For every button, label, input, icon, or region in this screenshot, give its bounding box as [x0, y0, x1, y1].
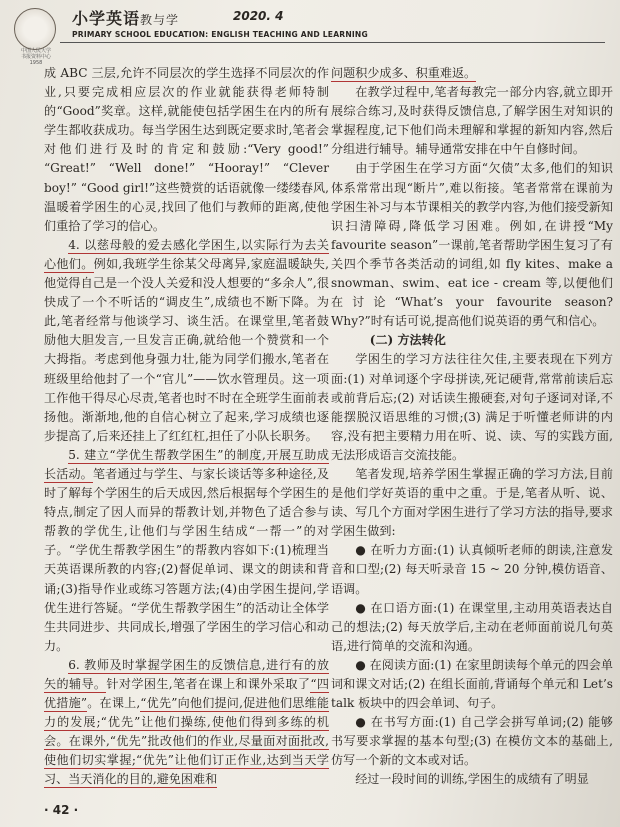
page-header — [0, 0, 620, 64]
underlined-heading: 5. 建立“学优生帮教学困生”的制度,开展互助成长活动。 — [44, 447, 329, 481]
paragraph: 由于学困生在学习方面“欠债”太多,他们的知识体系常常出现“断片”,难以衔接。笔者常常在课前为学困生补习与本节课相关的教学内容,为他们接受新知识扫清障碍,降低学习困难。例如,在讲授“My favourite season”一课前,笔者帮助学困生复习了有关四个季节各类活动的词组,如 fly kites、make a snowman、swim、eat ice - cream 等,以便他们在讨论“What’s your favourite season? Why?”时有话可说,提高他们说英语的勇气和信心。 — [331, 161, 614, 329]
header-rule — [60, 42, 605, 43]
magazine-title-main: 小学英语 — [72, 9, 141, 28]
magazine-title-sub: 教与学 — [140, 13, 180, 27]
paragraph-body: 笔者通过与学生、与家长谈话等多种途径,及时了解每个学困生的后天成因,然后根据每个学困生的特点,制定了因人而异的帮教计划,并物色了适合参与帮教的学优生,让他们与学困生结成“一帮一”的对子。“学优生帮教学困生”的帮教内容如下:(1)梳理当天英语课所教的内容;(2)督促单词、课文的朗读和背诵;(3)指导作业或练习答题方法;(4)由学困生提问,学优生进行答疑。“学优生帮教学困生”的活动让全体学生共同进步、共同成长,增强了学困生的学习信心和动力。 — [44, 466, 329, 653]
underlined-phrase: 问题积少成多、积重难返。 — [331, 66, 477, 80]
paragraph: 成 ABC 三层,允许不同层次的学生选择不同层次的作业,只要完成相应层次的作业就能获得老师特制的“Good”奖章。这样,就能使包括学困生在内的所有学生都收获成功。每当学困生达到既定要求时,笔者会对他们进行及时的肯定和鼓励:“Very good!” “Great!” “Well done!” “Hooray!” “Clever boy!” “Good girl!”这些赞赏的话语就像一缕缕春风,温暖着学困生的心灵,找回了他们与教师的距离,使他们重拾了学习的信心。 — [44, 66, 329, 233]
paragraph — [44, 446, 329, 656]
bullet-item: ● 在阅读方面:(1) 在家里朗读每个单元的四会单词和课文对话;(2) 在组长面前,背诵每个单元和 Let’s talk 板块中的四会单词、句子。 — [331, 657, 613, 711]
issue-number: 2020. 4 — [233, 9, 284, 23]
paragraph: 学困生的学习方法往往欠佳,主要表现在下列方面:(1) 对单词逐个字母拼读,死记硬背,常常前读后忘或前背后忘;(2) 对话读生搬硬套,对句子逐词对译,不能摆脱汉语思维的习惯;(3) 满足于听懂老师讲的内容,没有把主要精力用在听、说、读、写的实践方面,无法形成语言交流技能。 — [331, 352, 613, 462]
paragraph: 在教学过程中,笔者每教完一部分内容,就立即开展综合练习,及时获得反馈信息,了解学困生对知识的掌握程度,记下他们尚未理解和掌握的新知内容,然后分组进行辅导。辅导通常安排在中午自修时间。 — [331, 85, 613, 157]
underlined-heading: 4. 以慈母般的爱去感化学困生,以实际行为去关心他们。 — [44, 237, 329, 271]
paragraph-body: 针对学困生,笔者在课上和课外采取了 — [106, 677, 311, 691]
bullet-item: ● 在书写方面:(1) 自己学会拼写单词;(2) 能够书写要求掌握的基本句型;(3) 在模仿文本的基础上,仿写一个新的文本或对话。 — [331, 715, 613, 768]
magazine-subtitle-en: PRIMARY SCHOOL EDUCATION: ENGLISH TEACHING AND LEARNING — [72, 30, 368, 39]
underlined-phrase: “四优措施” — [44, 677, 329, 711]
paragraph — [331, 64, 613, 83]
logo-caption-line: 1958 — [29, 60, 43, 66]
bullet-item: ● 在口语方面:(1) 在课堂里,主动用英语表达自己的想法;(2) 每天放学后,主动在老师面前说几句英语,进行简单的交流和沟通。 — [331, 600, 613, 653]
paragraph: 笔者发现,培养学困生掌握正确的学习方法,目前是他们学好英语的重中之重。于是,笔者从听、说、读、写几个方面对学困生进行了学习方法的指导,要求学困生做到: — [331, 466, 614, 539]
publisher-seal-logo — [14, 8, 56, 50]
paragraph-body: 例如,我班学生徐某父母离异,家庭温暖缺失,他觉得自己是一个没人关爱和没人想要的“多余人”,很快成了一个不听话的“调皮生”,成绩也不断下降。为此,笔者经常与他谈学习、谈生活。在课堂里,笔者鼓励他大胆发言,一旦发言正确,就给他一个赞赏和一个大拇指。考虑到他身强力壮,能为同学们搬水,笔者在班级里给他封了一个“官儿”——饮水管理员。这一项工作他干得尽心尽责,笔者也时不时在全班学生面前表扬他。渐渐地,他的自信心树立了起来,学习成绩也逐步提高了,后来还挂上了红红杠,担任了小队长职务。 — [44, 256, 329, 443]
bullet-item: ● 在听力方面:(1) 认真倾听老师的朗读,注意发音和口型;(2) 每天听录音 15 ~ 20 分钟,模仿语音、语调。 — [331, 543, 613, 596]
logo-caption-line: 书报资料中心 — [20, 54, 51, 60]
underlined-phrase: “优先”向他们提问,促进他们思维能力的发展;“优先”让他们操练,使他们得到多练的机会。在课外,“优先”批改他们的作业,尽量面对面批改,使他们切实掌握;“优先”让他们订正作业,达到当天学习、当天消化的目的,避免困难和 — [44, 696, 329, 787]
page-number: · 42 · — [44, 803, 79, 817]
paragraph-body: 。在课上, — [87, 696, 141, 711]
right-column — [331, 64, 613, 790]
logo-caption-line: 中国人民大学 — [20, 48, 51, 54]
magazine-title — [72, 6, 179, 29]
paragraph — [44, 656, 329, 790]
paragraph — [44, 236, 329, 446]
left-column — [44, 64, 329, 790]
underlined-heading: 6. 教师及时掌握学困生的反馈信息,进行有的放矢的辅导。 — [44, 657, 329, 691]
section-heading: (二) 方法转化 — [369, 333, 446, 348]
paragraph: 经过一段时间的训练,学困生的成绩有了明显 — [355, 772, 589, 787]
